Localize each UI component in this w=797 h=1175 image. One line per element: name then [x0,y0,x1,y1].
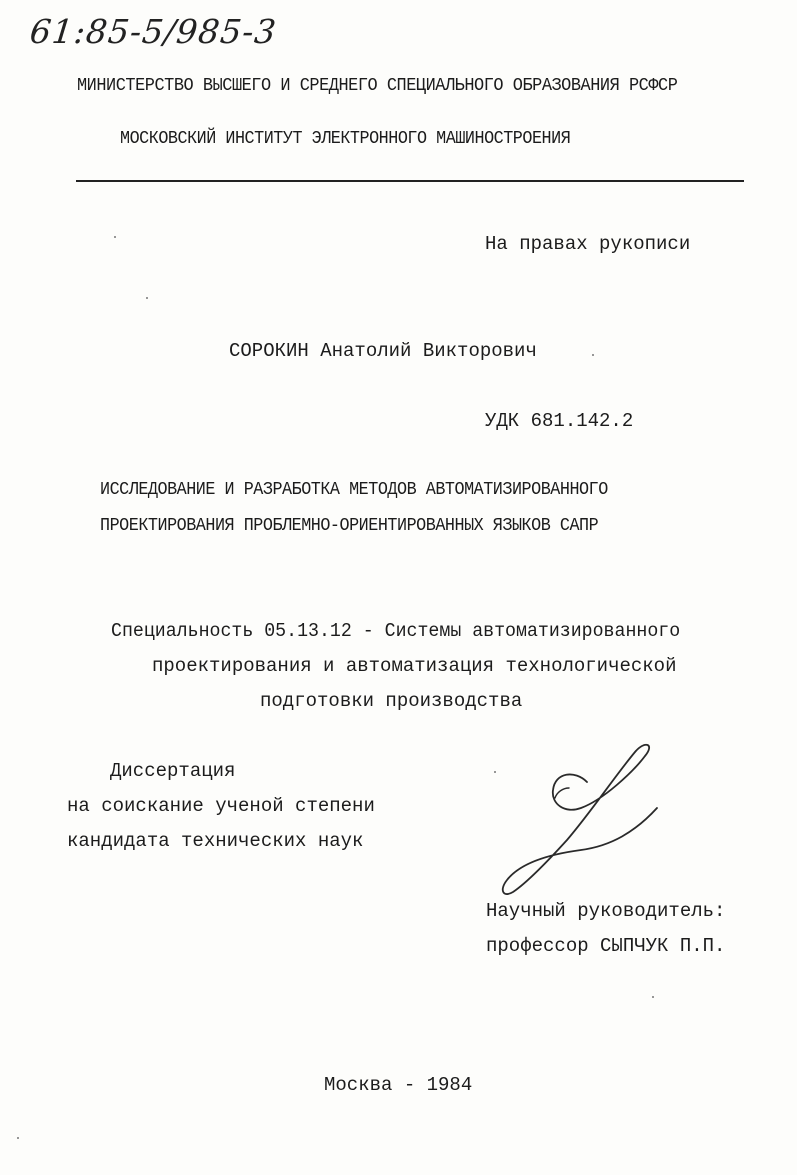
city-year: Москва - 1984 [324,1074,473,1096]
specialty-line-1: Специальность 05.13.12 - Системы автоматизированного [111,620,681,642]
dissertation-line-2: на соискание ученой степени [67,795,375,817]
paper-speck [494,771,496,773]
udc-code: УДК 681.142.2 [485,410,634,432]
ministry-heading: МИНИСТЕРСТВО ВЫСШЕГО И СРЕДНЕГО СПЕЦИАЛЬНОГО ОБРАЗОВАНИЯ РСФСР [77,76,678,96]
supervisor-label: Научный руководитель: [486,900,726,922]
archive-number: 61:85-5/985-3 [28,12,279,51]
paper-speck [114,236,116,238]
specialty-line-2: проектирования и автоматизация технологической [152,655,677,677]
paper-speck [592,354,594,356]
dissertation-line-1: Диссертация [110,760,236,782]
title-line-2: ПРОЕКТИРОВАНИЯ ПРОБЛЕМНО-ОРИЕНТИРОВАННЫХ ЯЗЫКОВ САПР [100,516,599,536]
supervisor-name: профессор СЫПЧУК П.П. [486,935,726,957]
institute-heading: МОСКОВСКИЙ ИНСТИТУТ ЭЛЕКТРОННОГО МАШИНОСТРОЕНИЯ [120,129,571,149]
author-name: СОРОКИН Анатолий Викторович [229,340,537,362]
paper-speck [146,297,148,299]
paper-speck [17,1137,19,1139]
header-divider [76,180,744,182]
paper-speck [652,996,654,998]
dissertation-line-3: кандидата технических наук [67,830,364,852]
manuscript-note: На правах рукописи [485,233,691,255]
title-line-1: ИССЛЕДОВАНИЕ И РАЗРАБОТКА МЕТОДОВ АВТОМАТИЗИРОВАННОГО [100,480,608,500]
supervisor-signature [495,742,670,902]
specialty-line-3: подготовки производства [260,690,523,712]
